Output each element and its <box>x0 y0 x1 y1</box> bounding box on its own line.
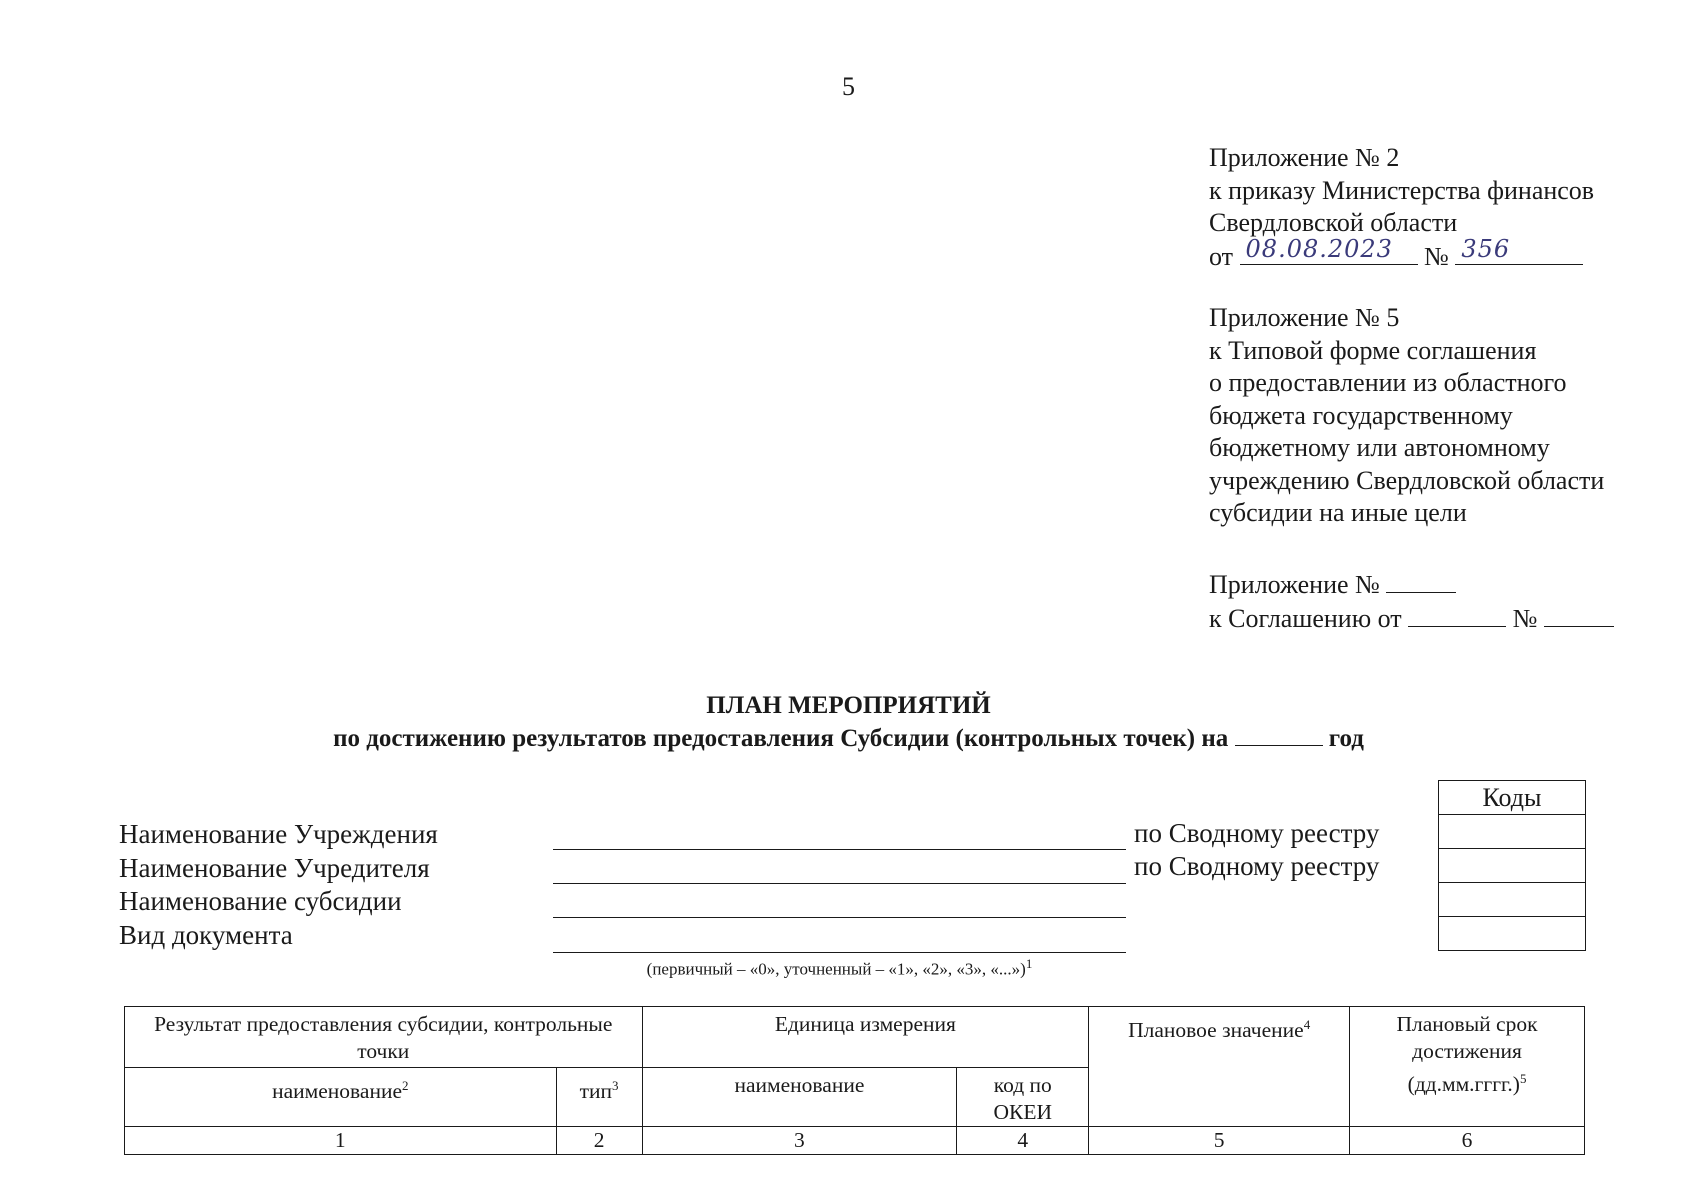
annex-5-line-4: бюджета государственному <box>1209 400 1513 430</box>
page-number: 5 <box>842 72 855 101</box>
col-number-1: 1 <box>125 1127 557 1155</box>
annex-2-date-prefix: от <box>1209 241 1234 271</box>
subheader-unit-name: наименование <box>642 1068 957 1127</box>
footnote-4-marker: 4 <box>1303 1017 1311 1032</box>
col-number-3: 3 <box>642 1127 957 1155</box>
col-number-5: 5 <box>1089 1127 1350 1155</box>
subheader-name-text: наименование <box>272 1079 403 1104</box>
codes-box <box>1438 780 1586 951</box>
col-number-4: 4 <box>957 1127 1089 1155</box>
header-plan-value-text: Плановое значение <box>1128 1018 1304 1043</box>
footnote-5-marker: 5 <box>1519 1071 1527 1086</box>
header-plan-term-text: Плановый срок достижения (дд.мм.гггг.) <box>1396 1012 1538 1097</box>
annex-5-block <box>1209 302 1604 530</box>
agreement-date-blank <box>1408 602 1506 627</box>
col-number-6: 6 <box>1350 1127 1585 1155</box>
footnote-1-marker: 1 <box>1025 956 1033 971</box>
annex-5-line-5: бюджетному или автономному <box>1209 433 1550 462</box>
annex-2-line1: Приложение № 2 <box>1209 143 1400 172</box>
header-plan-term <box>1350 1007 1585 1127</box>
agreement-annex-no-blank <box>1386 568 1456 593</box>
agreement-annex-line2 <box>1209 602 1614 636</box>
header-unit: Единица измерения <box>642 1007 1089 1068</box>
doc-type-field-line[interactable] <box>553 952 1126 953</box>
col-number-2: 2 <box>556 1127 642 1155</box>
annex-2-line3: Свердловской области <box>1209 208 1458 237</box>
footnote-3-marker: 3 <box>612 1078 619 1093</box>
code-cell-3[interactable] <box>1439 882 1585 916</box>
footnote-2-marker: 2 <box>402 1078 409 1093</box>
document-subtitle <box>0 725 1697 753</box>
handwritten-date: 08.08.2023 <box>1245 235 1393 263</box>
header-plan-value <box>1089 1007 1350 1127</box>
table-number-row <box>125 1127 1585 1155</box>
agreement-date-label: к Соглашению от <box>1209 603 1402 633</box>
code-cell-4[interactable] <box>1439 916 1585 950</box>
handwritten-number: 356 <box>1461 235 1511 263</box>
agreement-no-blank <box>1544 602 1614 627</box>
subheader-type <box>556 1068 642 1127</box>
table-header-row-1 <box>125 1007 1585 1068</box>
label-institution: Наименование Учреждения <box>119 819 438 849</box>
annex-2-no-blank <box>1455 235 1583 265</box>
subtitle-text: по достижению результатов предоставления Субсидии (контрольных точек) на <box>333 725 1229 752</box>
header-result: Результат предоставления субсидии, контрольные точки <box>125 1007 643 1068</box>
agreement-annex-line1 <box>1209 568 1614 602</box>
annex-2-date-blank <box>1240 235 1418 265</box>
year-blank <box>1235 725 1323 746</box>
annex-5-line-7: субсидии на иные цели <box>1209 498 1467 527</box>
subheader-name <box>125 1068 557 1127</box>
plan-table <box>124 1006 1585 1155</box>
subheader-okei: код по ОКЕИ <box>957 1068 1089 1127</box>
registry-label-2: по Сводному реестру <box>1134 851 1380 881</box>
label-doc-type: Вид документа <box>119 919 293 950</box>
annex-2-date-line <box>1209 235 1594 274</box>
annex-5-line-6: учреждению Свердловской области <box>1209 465 1605 495</box>
field-labels <box>119 818 438 952</box>
registry-label-1: по Сводному реестру <box>1134 818 1380 848</box>
codes-header: Коды <box>1482 783 1542 812</box>
institution-field-line[interactable] <box>553 849 1126 850</box>
subheader-type-text: тип <box>579 1079 613 1104</box>
annex-2-line2: к приказу Министерства финансов <box>1209 175 1595 205</box>
label-founder: Наименование Учредителя <box>119 852 430 883</box>
subtitle-year-label: год <box>1328 725 1364 752</box>
annex-5-line-2: к Типовой форме соглашения <box>1209 335 1537 365</box>
document-title: ПЛАН МЕРОПРИЯТИЙ <box>706 692 991 719</box>
annex-2-block <box>1209 142 1594 273</box>
doc-type-hint-text: (первичный – «0», уточненный – «1», «2», «3», «...») <box>646 959 1026 979</box>
subsidy-field-line[interactable] <box>553 917 1126 918</box>
agreement-annex-label: Приложение № <box>1209 570 1380 599</box>
doc-type-hint <box>553 956 1126 980</box>
label-subsidy: Наименование субсидии <box>119 886 402 916</box>
annex-5-line-1: Приложение № 5 <box>1209 303 1400 332</box>
agreement-no-label: № <box>1512 603 1538 633</box>
agreement-annex-block <box>1209 568 1614 635</box>
annex-5-line-3: о предоставлении из областного <box>1209 368 1567 397</box>
code-cell-1[interactable] <box>1439 814 1585 848</box>
code-cell-2[interactable] <box>1439 848 1585 882</box>
annex-2-no-label: № <box>1424 241 1449 271</box>
founder-field-line[interactable] <box>553 883 1126 884</box>
